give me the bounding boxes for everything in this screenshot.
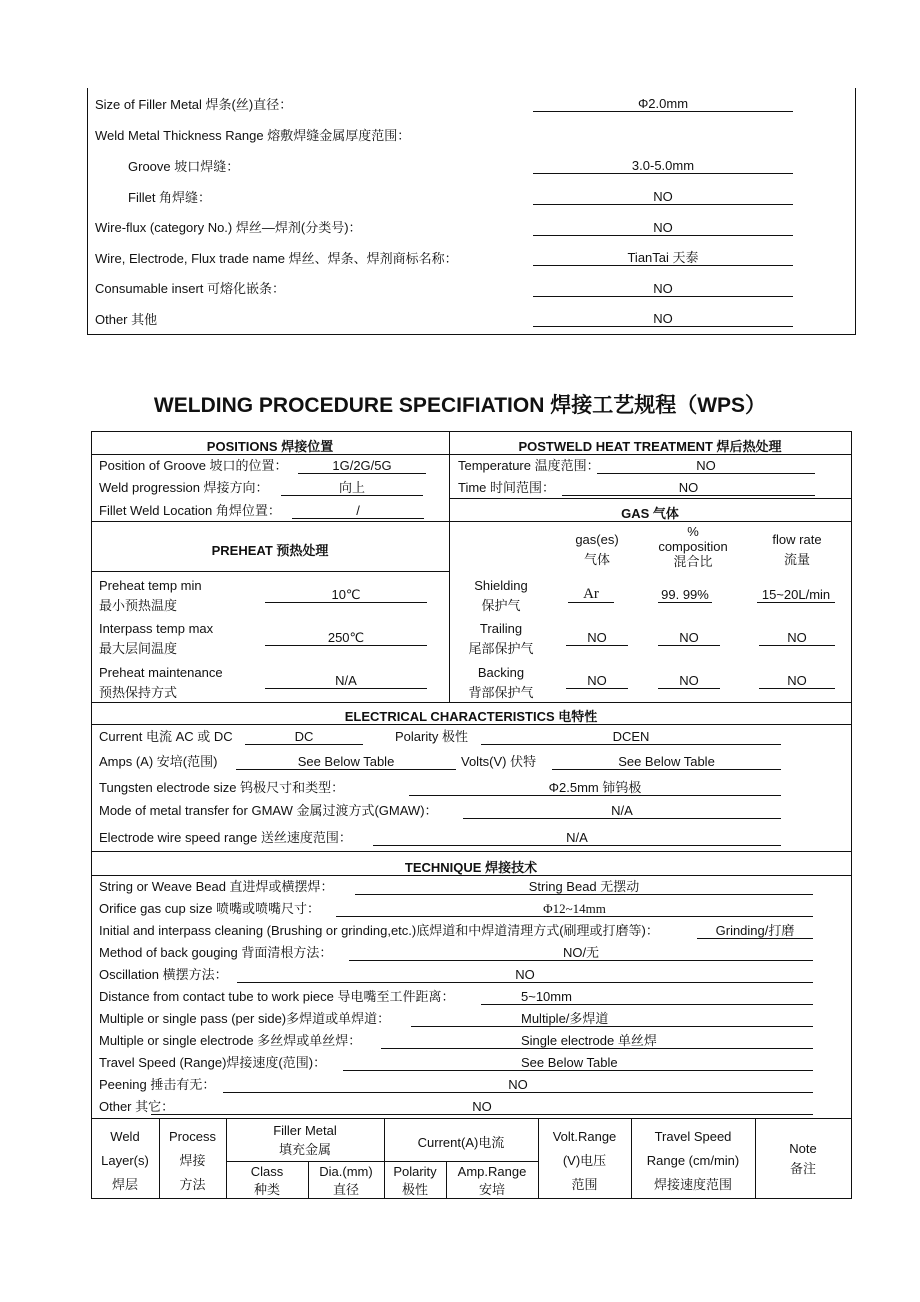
pwht-temp-value: NO — [597, 458, 815, 474]
current-value: DC — [245, 729, 363, 745]
gas-row-backing: Backing 背部保护气 — [468, 665, 534, 700]
filler-size-label: Size of Filler Metal 焊条(丝)直径： — [95, 97, 293, 112]
groove-label: Groove 坡口焊缝： — [128, 159, 240, 174]
weld-progression-value: 向上 — [281, 480, 423, 496]
pwht-time-label: Time 时间范围： — [458, 480, 556, 495]
preheat-maintenance-value: N/A — [265, 673, 427, 689]
gas-col-flow: flow rate 流量 — [772, 532, 822, 567]
bead-label: String or Weave Bead 直进焊或横摆焊： — [99, 879, 334, 894]
amp-range-header: Amp.Range 安培 — [457, 1164, 527, 1197]
amps-value: See Below Table — [236, 754, 456, 770]
technique-header: TECHNIQUE 焊接技术 — [404, 860, 538, 875]
pwht-time-value: NO — [562, 480, 815, 496]
electrode-count-label: Multiple or single electrode 多丝焊或单丝焊： — [99, 1033, 362, 1048]
filler-size-value: Φ2.0mm — [533, 96, 793, 112]
bead-value: String Bead 无摆动 — [355, 879, 813, 895]
current-header: Current(A)电流 — [417, 1135, 505, 1150]
pass-value: Multiple/多焊道 — [411, 1011, 813, 1027]
peening-value: NO — [223, 1077, 813, 1093]
travel-speed-header: Travel Speed Range (cm/min) 焊接速度范围 — [646, 1129, 740, 1192]
cleaning-label: Initial and interpass cleaning (Brushing or grinding,etc.)底焊道和中焊道清理方式(刷理或打磨等)： — [99, 923, 659, 938]
cleaning-value: Grinding/打磨 — [697, 923, 813, 939]
interpass-max-label: Interpass temp max 最大层间温度 — [99, 621, 214, 656]
volt-range-header: Volt.Range (V)电压 范围 — [552, 1129, 617, 1192]
travel-speed-label: Travel Speed (Range)焊接速度(范围)： — [99, 1055, 327, 1070]
back-gouging-label: Method of back gouging 背面清根方法： — [99, 945, 333, 960]
electrode-count-value: Single electrode 单丝焊 — [381, 1033, 813, 1049]
back-gouging-value: NO/无 — [349, 945, 813, 961]
consumable-insert-value: NO — [533, 281, 793, 297]
other-technique-label: Other 其它： — [99, 1099, 175, 1114]
trailing-composition-value: NO — [658, 630, 720, 646]
pwht-header: POSTWELD HEAT TREATMENT 焊后热处理 — [518, 439, 782, 454]
polarity-header: Polarity 极性 — [393, 1164, 437, 1197]
current-label: Current 电流 AC 或 DC — [99, 729, 233, 744]
oscillation-value: NO — [237, 967, 813, 983]
consumable-insert-label: Consumable insert 可熔化嵌条： — [95, 281, 285, 296]
gas-cup-value: Φ12~14mm — [336, 901, 813, 917]
shielding-flow-value: 15~20L/min — [757, 587, 835, 603]
polarity-label: Polarity 极性 — [395, 729, 468, 744]
polarity-value: DCEN — [481, 729, 781, 745]
page-title: WELDING PROCEDURE SPECIFIATION 焊接工艺规程（WPS） — [153, 394, 767, 417]
gas-header: GAS 气体 — [621, 506, 679, 521]
amps-label: Amps (A) 安培(范围) — [99, 754, 218, 769]
pwht-temp-label: Temperature 温度范围： — [458, 458, 600, 473]
trade-name-value: TianTai 天泰 — [533, 250, 793, 266]
gas-row-shielding: Shielding 保护气 — [474, 578, 528, 613]
diameter-header: Dia.(mm) 直径 — [319, 1164, 373, 1197]
process-header: Process 焊接 方法 — [169, 1129, 216, 1192]
volts-label: Volts(V) 伏特 — [461, 754, 537, 769]
fillet-value: NO — [533, 189, 793, 205]
travel-speed-value: See Below Table — [343, 1055, 813, 1071]
shielding-gas-value: Ar — [568, 587, 614, 603]
gas-col-gases: gas(es) 气体 — [575, 532, 619, 567]
peening-label: Peening 捶击有无： — [99, 1077, 216, 1092]
gas-cup-label: Orifice gas cup size 喷嘴或喷嘴尺寸： — [99, 901, 321, 916]
electrical-header: ELECTRICAL CHARACTERISTICS 电特性 — [344, 709, 598, 724]
preheat-min-label: Preheat temp min 最小预热温度 — [99, 578, 202, 613]
backing-flow-value: NO — [759, 673, 835, 689]
pass-label: Multiple or single pass (per side)多焊道或单焊道： — [99, 1011, 391, 1026]
groove-position-value: 1G/2G/5G — [298, 458, 426, 474]
transfer-mode-label: Mode of metal transfer for GMAW 金属过渡方式(GMAW)： — [99, 803, 438, 818]
trade-name-label: Wire, Electrode, Flux trade name 焊丝、焊条、焊剂商标名称： — [95, 251, 458, 266]
thickness-range-label: Weld Metal Thickness Range 熔敷焊缝金属厚度范围： — [95, 128, 411, 143]
wire-speed-value: N/A — [373, 830, 781, 846]
preheat-min-value: 10℃ — [265, 587, 427, 603]
volts-value: See Below Table — [552, 754, 781, 770]
transfer-mode-value: N/A — [463, 803, 781, 819]
interpass-max-value: 250℃ — [265, 630, 427, 646]
wire-flux-label: Wire-flux (category No.) 焊丝—焊剂(分类号)： — [95, 220, 362, 235]
trailing-flow-value: NO — [759, 630, 835, 646]
contact-distance-value: 5~10mm — [481, 989, 813, 1005]
weld-layer-header: Weld Layer(s) 焊层 — [101, 1129, 149, 1192]
groove-value: 3.0-5.0mm — [533, 158, 793, 174]
other-technique-value: NO — [151, 1099, 813, 1115]
gas-col-composition: % composition 混合比 — [658, 524, 728, 569]
backing-composition-value: NO — [658, 673, 720, 689]
fillet-location-value: / — [292, 503, 424, 519]
groove-position-label: Position of Groove 坡口的位置： — [99, 458, 288, 473]
fillet-location-label: Fillet Weld Location 角焊位置： — [99, 503, 281, 518]
oscillation-label: Oscillation 横摆方法： — [99, 967, 228, 982]
tungsten-label: Tungsten electrode size 钨极尺寸和类型： — [99, 780, 345, 795]
note-header: Note 备注 — [789, 1141, 817, 1176]
preheat-header: PREHEAT 预热处理 — [211, 543, 329, 558]
wire-speed-label: Electrode wire speed range 送丝速度范围： — [99, 830, 352, 845]
backing-gas-value: NO — [566, 673, 628, 689]
class-header: Class 种类 — [250, 1164, 284, 1197]
fillet-label: Fillet 角焊缝： — [128, 190, 212, 205]
weld-progression-label: Weld progression 焊接方向： — [99, 480, 269, 495]
preheat-maintenance-label: Preheat maintenance 预热保持方式 — [99, 665, 223, 700]
other-value: NO — [533, 311, 793, 327]
contact-distance-label: Distance from contact tube to work piece 导电嘴至工件距离： — [99, 989, 455, 1004]
shielding-composition-value: 99. 99% — [658, 587, 712, 603]
filler-metal-header: Filler Metal 填充金属 — [273, 1123, 337, 1157]
positions-header: POSITIONS 焊接位置 — [206, 439, 334, 454]
other-label: Other 其他 — [95, 312, 158, 327]
wire-flux-value: NO — [533, 220, 793, 236]
trailing-gas-value: NO — [566, 630, 628, 646]
tungsten-value: Φ2.5mm 铈钨极 — [409, 780, 781, 796]
gas-row-trailing: Trailing 尾部保护气 — [468, 621, 534, 656]
